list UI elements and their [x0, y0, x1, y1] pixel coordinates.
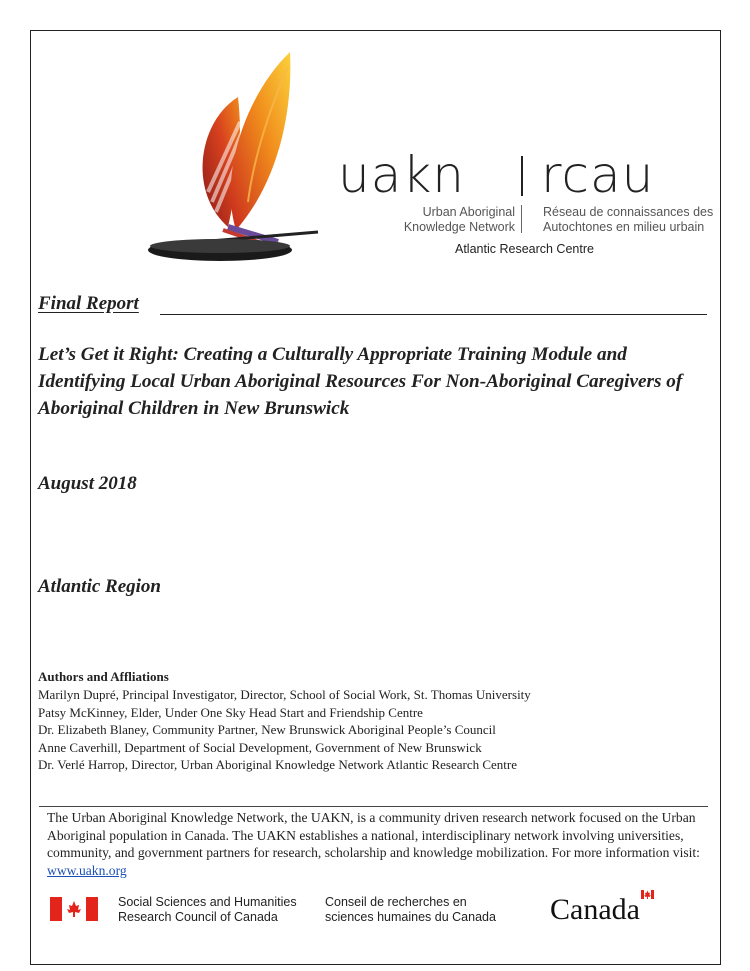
org-fr-line1: Réseau de connaissances des [543, 205, 714, 219]
uakn-description [47, 809, 707, 879]
brand-divider [521, 156, 523, 196]
uakn-website-link[interactable]: www.uakn.org [47, 862, 127, 878]
authors-heading: Authors and Affliations [38, 669, 169, 684]
org-en-line1: Urban Aboriginal [422, 205, 515, 219]
sshrc-en-line2: Research Council of Canada [118, 910, 278, 924]
sshrc-fr-line2: sciences humaines du Canada [325, 910, 496, 924]
canada-wordmark-logo [548, 888, 658, 924]
report-title: Let’s Get it Right: Creating a Culturally Appropriate Training Module and Identifying Local Urban Aboriginal Resources For Non-Aboriginal Caregivers of Aboriginal Children in New Brunswick [38, 344, 683, 419]
author-item: Patsy McKinney, Elder, Under One Sky Head Start and Friendship Centre [38, 704, 423, 720]
author-item: Dr. Verlé Harrop, Director, Urban Aboriginal Knowledge Network Atlantic Research Centre [38, 757, 518, 772]
org-en-line2: Knowledge Network [403, 220, 515, 234]
report-region: Atlantic Region [38, 576, 161, 597]
authors-list [38, 686, 678, 774]
sshrc-en-line1: Social Sciences and Humanities [118, 895, 297, 909]
final-report-rule [160, 314, 707, 315]
sshrc-fr-line1: Conseil de recherches en [325, 895, 467, 909]
canada-wordmark-text: Canada [550, 893, 640, 924]
org-name-fr [543, 205, 728, 235]
info-rule [39, 806, 708, 807]
brand-uakn: uakn [338, 146, 465, 204]
research-centre-label: Atlantic Research Centre [455, 242, 594, 256]
sshrc-name-en [118, 895, 297, 925]
org-name-en [370, 205, 515, 235]
final-report-label: Final Report [38, 293, 139, 314]
org-divider [521, 205, 522, 233]
author-item: Marilyn Dupré, Principal Investigator, Director, School of Social Work, St. Thomas University [38, 687, 531, 702]
report-date: August 2018 [38, 473, 137, 494]
uakn-description-text: The Urban Aboriginal Knowledge Network, the UAKN, is a community driven research network focused on the Urban Aboriginal population in Canada. The UAKN establishes a national, interdisciplinary network involving universities, community, and government partners for research, scholarship and knowledge mobilization. For more information visit: [47, 810, 700, 861]
canada-flag-icon [50, 897, 98, 921]
brand-rcau: rcau [541, 146, 655, 204]
author-item: Anne Caverhill, Department of Social Development, Government of New Brunswick [38, 739, 482, 755]
author-item: Dr. Elizabeth Blaney, Community Partner, New Brunswick Aboriginal People’s Council [38, 722, 496, 737]
org-fr-line2: Autochtones en milieu urbain [543, 220, 705, 234]
sshrc-name-fr [325, 895, 496, 925]
